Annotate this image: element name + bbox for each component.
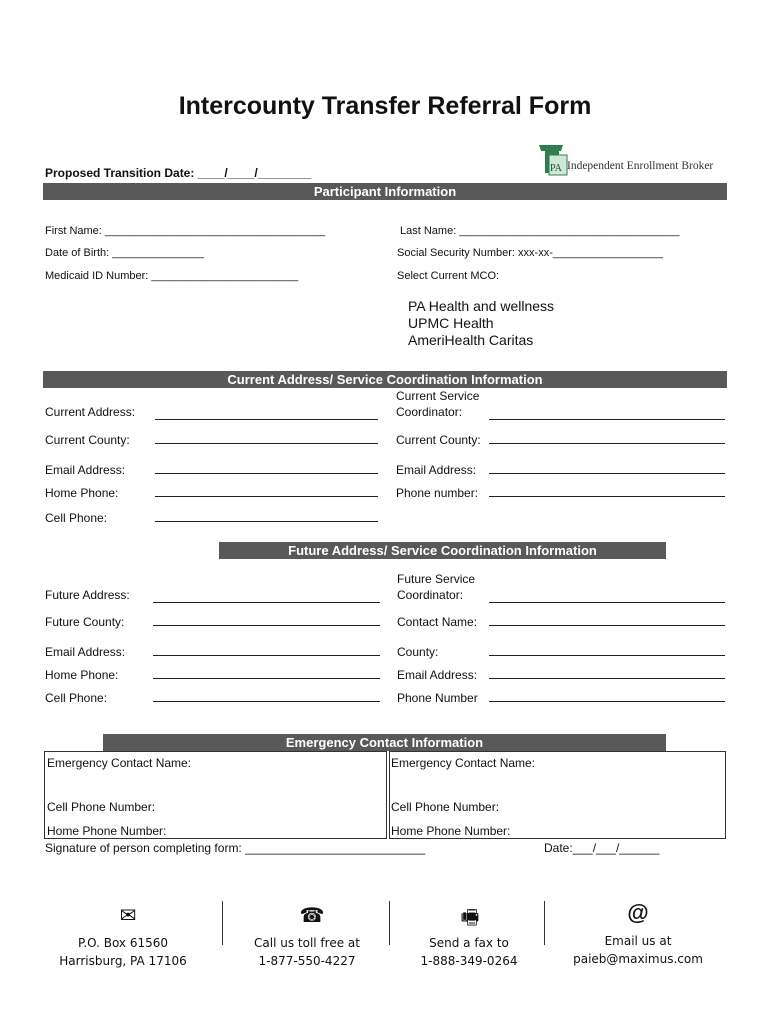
footer-mail-line1: P.O. Box 61560 — [77, 936, 169, 950]
future-coordinator-label-1: Future Service — [397, 572, 476, 586]
emergency-name-left[interactable]: Emergency Contact Name: — [47, 756, 192, 770]
emergency-header: Emergency Contact Information — [103, 734, 666, 751]
current-coordinator-line[interactable] — [489, 419, 725, 420]
coord-current-phone-line[interactable] — [489, 496, 725, 497]
current-coordinator-label-2: Coordinator: — [396, 405, 463, 419]
coord-current-phone-label: Phone number: — [396, 486, 479, 500]
telephone-icon: ☎ — [299, 905, 325, 927]
future-cell-phone-label: Cell Phone: — [45, 691, 108, 705]
coord-future-email-line[interactable] — [489, 678, 725, 679]
coord-future-phone-line[interactable] — [489, 701, 725, 702]
footer-email-line1: Email us at — [604, 934, 672, 948]
coord-future-county-line[interactable] — [489, 655, 725, 656]
footer-email-line2[interactable]: paieb@maximus.com — [573, 952, 703, 966]
pa-ieb-logo — [537, 143, 722, 179]
footer-call — [232, 934, 382, 970]
emergency-cell-right[interactable]: Cell Phone Number: — [391, 800, 500, 814]
current-email-line[interactable] — [155, 473, 378, 474]
footer-fax-line1: Send a fax to — [429, 936, 509, 950]
footer-fax-line2: 1-888-349-0264 — [420, 954, 518, 968]
first-name-field[interactable]: First Name: ____________________________________ — [45, 225, 326, 237]
current-coordinator-label-1: Current Service — [396, 389, 480, 403]
current-email-label: Email Address: — [45, 463, 126, 477]
mco-option-amerihealth[interactable]: AmeriHealth Caritas — [408, 332, 534, 348]
current-cell-phone-line[interactable] — [155, 521, 378, 522]
footer-divider-3 — [544, 901, 545, 945]
at-sign-icon: @ — [627, 900, 649, 925]
current-county-label: Current County: — [45, 433, 130, 447]
emergency-home-right[interactable]: Home Phone Number: — [391, 824, 511, 838]
coord-future-email-label: Email Address: — [397, 668, 478, 682]
current-address-header: Current Address/ Service Coordination Information — [43, 371, 727, 388]
coord-current-email-label: Email Address: — [396, 463, 477, 477]
emergency-name-right[interactable]: Emergency Contact Name: — [391, 756, 536, 770]
future-address-header: Future Address/ Service Coordination Information — [219, 542, 666, 559]
logo-text: Independent Enrollment Broker — [567, 160, 714, 172]
coord-current-email-line[interactable] — [489, 473, 725, 474]
future-coordinator-line[interactable] — [489, 602, 725, 603]
current-home-phone-label: Home Phone: — [45, 486, 119, 500]
participant-header: Participant Information — [43, 183, 727, 200]
footer-email — [558, 932, 718, 968]
contact-name-label: Contact Name: — [397, 615, 478, 629]
medicaid-id-field[interactable]: Medicaid ID Number: ________________________ — [45, 270, 299, 282]
current-county-line[interactable] — [155, 443, 378, 444]
coord-future-phone-label: Phone Number — [397, 691, 478, 705]
emergency-cell-left[interactable]: Cell Phone Number: — [47, 800, 156, 814]
future-county-line[interactable] — [153, 625, 380, 626]
footer-divider-2 — [389, 901, 390, 945]
dob-field[interactable]: Date of Birth: _______________ — [45, 247, 205, 259]
future-address-label: Future Address: — [45, 588, 130, 602]
proposed-transition-date[interactable]: Proposed Transition Date: ____/____/________ — [45, 166, 312, 180]
footer-call-line1: Call us toll free at — [254, 936, 360, 950]
future-cell-phone-line[interactable] — [153, 701, 380, 702]
coord-current-county-label: Current County: — [396, 433, 481, 447]
coord-current-county-line[interactable] — [489, 443, 725, 444]
footer-mail — [48, 934, 198, 970]
footer-divider-1 — [222, 901, 223, 945]
select-mco-label: Select Current MCO: — [397, 270, 500, 282]
future-coordinator-label-2: Coordinator: — [397, 588, 464, 602]
page-title: Intercounty Transfer Referral Form — [178, 92, 592, 120]
future-email-label: Email Address: — [45, 645, 126, 659]
future-county-label: Future County: — [45, 615, 125, 629]
envelope-icon: ✉ — [119, 905, 137, 927]
current-address-label: Current Address: — [45, 405, 136, 419]
footer-call-line2: 1-877-550-4227 — [258, 954, 356, 968]
future-address-line[interactable] — [153, 602, 380, 603]
last-name-field[interactable]: Last Name: ____________________________________ — [400, 225, 680, 237]
contact-name-line[interactable] — [489, 625, 725, 626]
current-home-phone-line[interactable] — [155, 496, 378, 497]
footer-fax — [393, 934, 545, 970]
mco-option-upmc[interactable]: UPMC Health — [408, 315, 494, 331]
date-field[interactable]: Date:___/___/______ — [544, 841, 660, 855]
current-address-line[interactable] — [155, 419, 378, 420]
current-cell-phone-label: Cell Phone: — [45, 511, 108, 525]
emergency-home-left[interactable]: Home Phone Number: — [47, 824, 167, 838]
future-email-line[interactable] — [153, 655, 380, 656]
footer-mail-line2: Harrisburg, PA 17106 — [59, 954, 187, 968]
signature-field[interactable]: Signature of person completing form: ___________________________ — [45, 841, 426, 855]
mco-option-pa-health[interactable]: PA Health and wellness — [408, 298, 555, 314]
ssn-field[interactable]: Social Security Number: xxx-xx-__________________ — [397, 247, 663, 259]
fax-icon: 🖷 — [460, 907, 480, 929]
future-home-phone-label: Home Phone: — [45, 668, 119, 682]
future-home-phone-line[interactable] — [153, 678, 380, 679]
coord-future-county-label: County: — [397, 645, 439, 659]
logo-pa-text: PA — [550, 163, 562, 174]
